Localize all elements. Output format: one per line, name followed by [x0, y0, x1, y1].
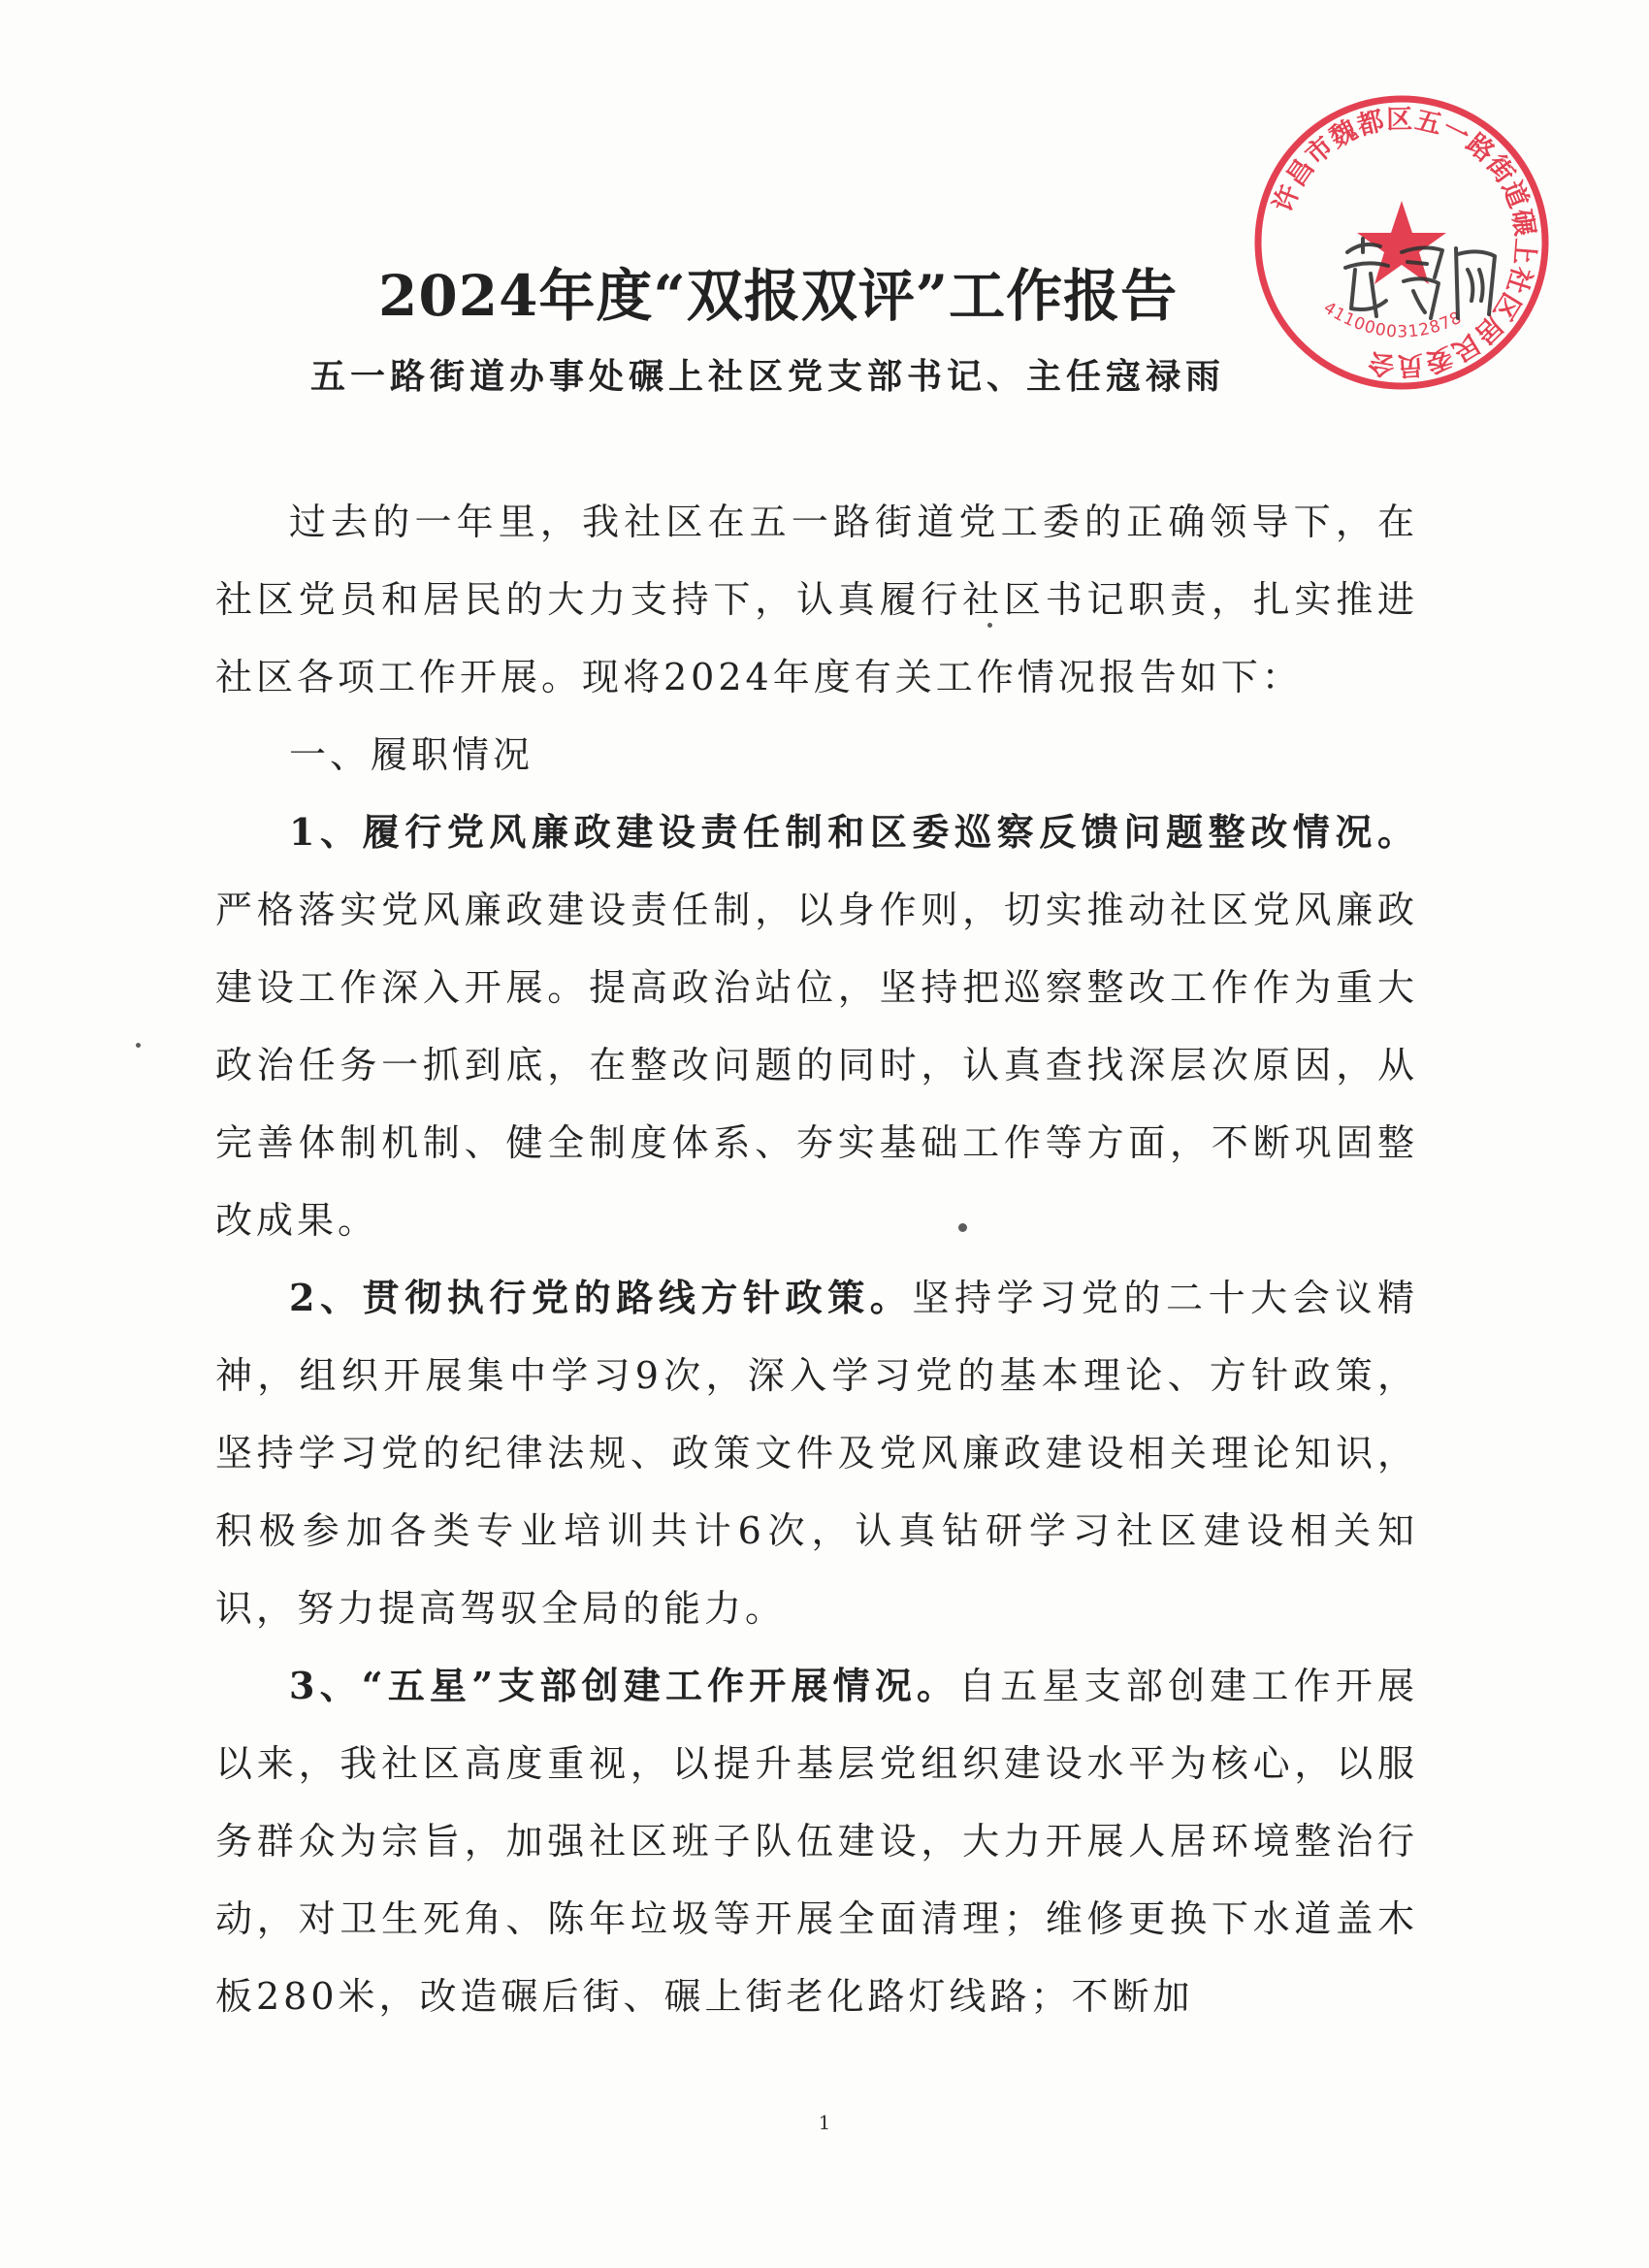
scan-speck: [987, 623, 992, 628]
item-text-1: 严格落实党风廉政建设责任制，以身作则，切实推动社区党风廉政建设工作深入开展。提高政治站位，坚持把巡察整改工作作为重大政治任务一抓到底，在整改问题的同时，认真查找深层次原因，从完善体制机制、健全制度体系、夯实基础工作等方面，不断巩固整改成果。: [215, 889, 1418, 1242]
item-text-3: 自五星支部创建工作开展以来，我社区高度重视，以提升基层党组织建设水平为核心，以服务群众为宗旨，加强社区班子队伍建设，大力开展人居环境整治行动，对卫生死角、陈年垃圾等开展全面清理；维修更换下水道盖木板280米，改造碾后街、碾上街老化路灯线路；不断加: [215, 1665, 1418, 2018]
scan-speck: [136, 1043, 141, 1048]
section-heading: 一、履职情况: [289, 733, 534, 776]
document-subtitle: 五一路街道办事处碾上社区党支部书记、主任寇禄雨: [310, 356, 1226, 397]
seal-code-text: 4110000312878: [1319, 298, 1466, 342]
handwritten-signature-icon: [1334, 223, 1508, 330]
item-paragraph-2: [215, 1259, 1418, 1647]
page-number: 1: [818, 2111, 831, 2134]
item-paragraph-3: [215, 1647, 1418, 2035]
item-paragraph-1: [215, 794, 1418, 1259]
document-title: 2024年度“双报双评”工作报告: [378, 263, 1179, 329]
seal-ring-text: 许昌市魏都区五一路街道碾上社区居民委员会: [1268, 104, 1540, 381]
item-heading-3: 3、“五星”支部创建工作开展情况。: [289, 1664, 959, 1707]
item-heading-2: 2、贯彻执行党的路线方针政策。: [289, 1276, 913, 1319]
intro-paragraph: 过去的一年里，我社区在五一路街道党工委的正确领导下，在社区党员和居民的大力支持下，认真履行社区书记职责，扎实推进社区各项工作开展。现将2024年度有关工作情况报告如下：: [215, 501, 1418, 698]
item-text-2: 坚持学习党的二十大会议精神，组织开展集中学习9次，深入学习党的基本理论、方针政策，坚持学习党的纪律法规、政策文件及党风廉政建设相关理论知识，积极参加各类专业培训共计6次，认真钻研学习社区建设相关知识，努力提高驾驭全局的能力。: [215, 1277, 1418, 1630]
document-body: [215, 483, 1418, 2035]
scan-speck: [958, 1223, 967, 1232]
item-heading-1: 1、履行党风廉政建设责任制和区委巡察反馈问题整改情况。: [289, 810, 1418, 854]
